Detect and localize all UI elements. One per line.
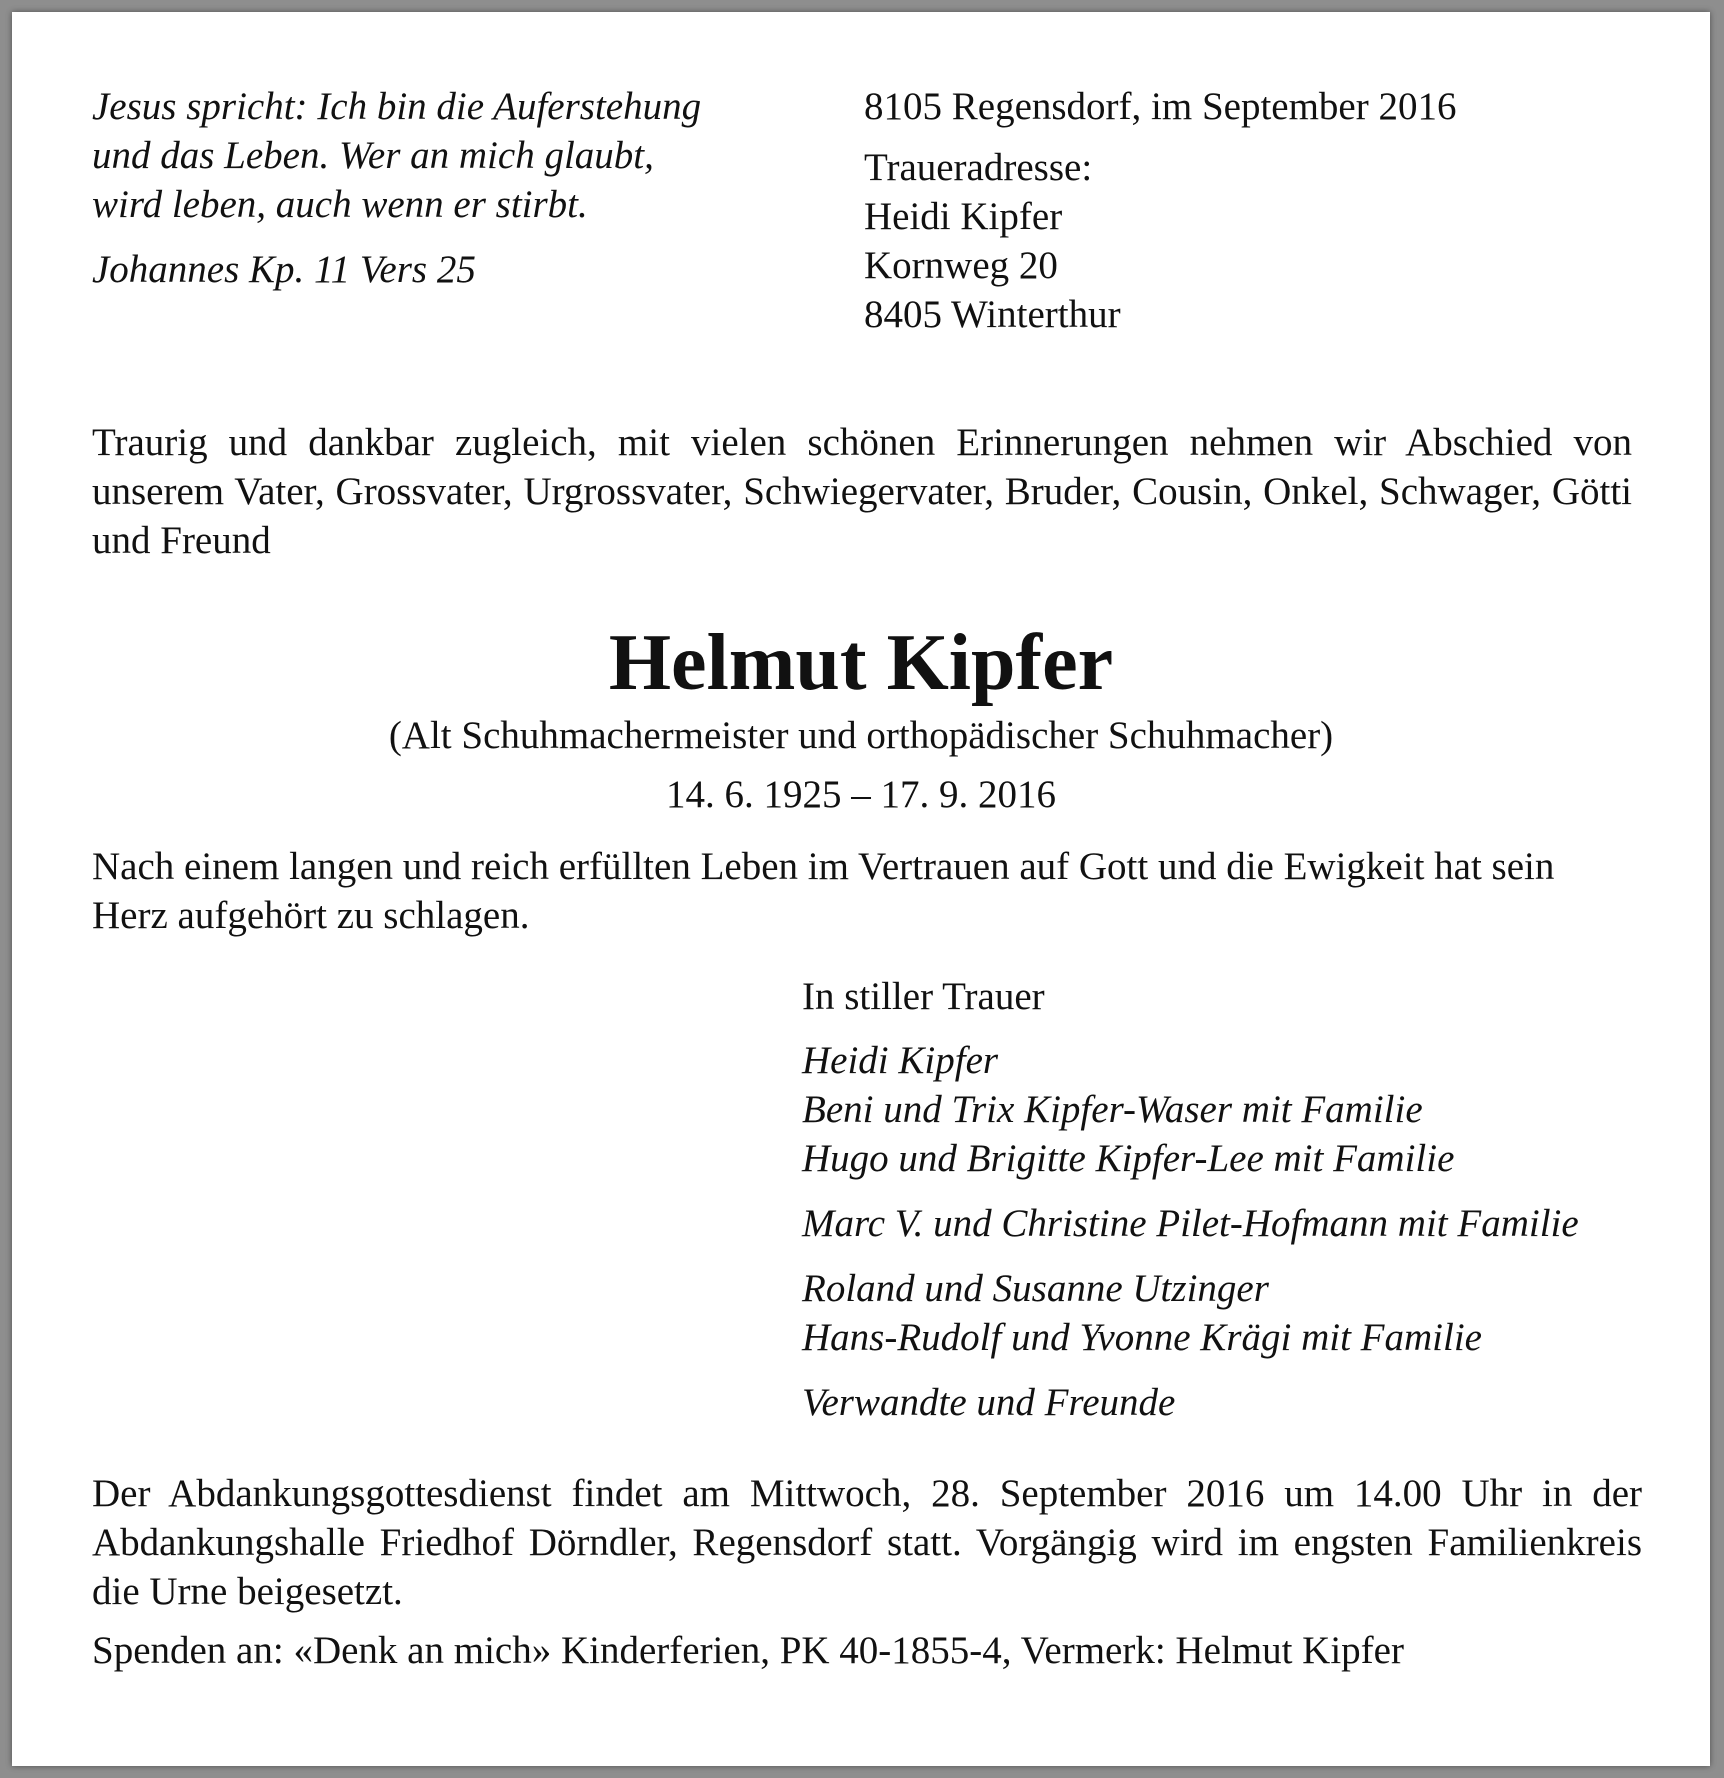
mourning-address (864, 82, 1664, 339)
verse-line: Jesus spricht: Ich bin die Auferstehung (92, 85, 702, 128)
service-info: Der Abdankungsgottesdienst findet am Mittwoch, 28. September 2016 um 14.00 Uhr in der Abdankungshalle Friedhof Dörndler, Regensdorf statt. Vorgängig wird im engsten Familienkreis die Urne beigesetzt. (92, 1472, 1642, 1613)
mourner-name: Roland und Susanne Utzinger (802, 1267, 1269, 1310)
mourner-group (802, 1378, 1682, 1427)
address-line: Traueradresse: (864, 146, 1093, 189)
address-line: Kornweg 20 (864, 244, 1058, 287)
deceased-occupation: (Alt Schuhmachermeister und orthopädischer Schuhmacher) (388, 714, 1334, 757)
mourner-name: Hans-Rudolf und Yvonne Krägi mit Familie (802, 1316, 1482, 1359)
life-dates: 14. 6. 1925 – 17. 9. 2016 (666, 773, 1056, 816)
address-line: Heidi Kipfer (864, 195, 1063, 238)
mourners-label: In stiller Trauer (802, 975, 1045, 1018)
mourner-name: Verwandte und Freunde (802, 1381, 1176, 1424)
deceased-name: Helmut Kipfer (608, 619, 1114, 707)
verse-line: und das Leben. Wer an mich glaubt, (92, 134, 654, 177)
obituary-notice (12, 12, 1710, 1766)
verse-line: wird leben, auch wenn er stirbt. (92, 183, 588, 226)
place-date: 8105 Regensdorf, im September 2016 (864, 85, 1457, 128)
mourner-name: Marc V. und Christine Pilet-Hofmann mit Familie (802, 1202, 1579, 1245)
bible-verse (92, 82, 812, 294)
mourner-group (802, 1036, 1682, 1183)
address-line: 8405 Winterthur (864, 293, 1121, 336)
intro-paragraph: Traurig und dankbar zugleich, mit vielen schönen Erinnerungen nehmen wir Abschied von unserem Vater, Grossvater, Urgrossvater, Schwiegervater, Bruder, Cousin, Onkel, Schwager, Götti und Freund (92, 421, 1632, 562)
mourners-list (802, 972, 1682, 1443)
donation-info: Spenden an: «Denk an mich» Kinderferien, PK 40-1855-4, Vermerk: Helmut Kipfer (92, 1629, 1404, 1672)
mourner-group (802, 1264, 1682, 1362)
farewell-message: Nach einem langen und reich erfüllten Leben im Vertrauen auf Gott und die Ewigkeit hat sein Herz aufgehört zu schlagen. (92, 845, 1555, 937)
mourner-name: Hugo und Brigitte Kipfer-Lee mit Familie (802, 1137, 1455, 1180)
mourner-group (802, 1199, 1682, 1248)
mourner-name: Heidi Kipfer (802, 1039, 999, 1082)
mourner-name: Beni und Trix Kipfer-Waser mit Familie (802, 1088, 1423, 1131)
verse-reference: Johannes Kp. 11 Vers 25 (92, 248, 476, 291)
